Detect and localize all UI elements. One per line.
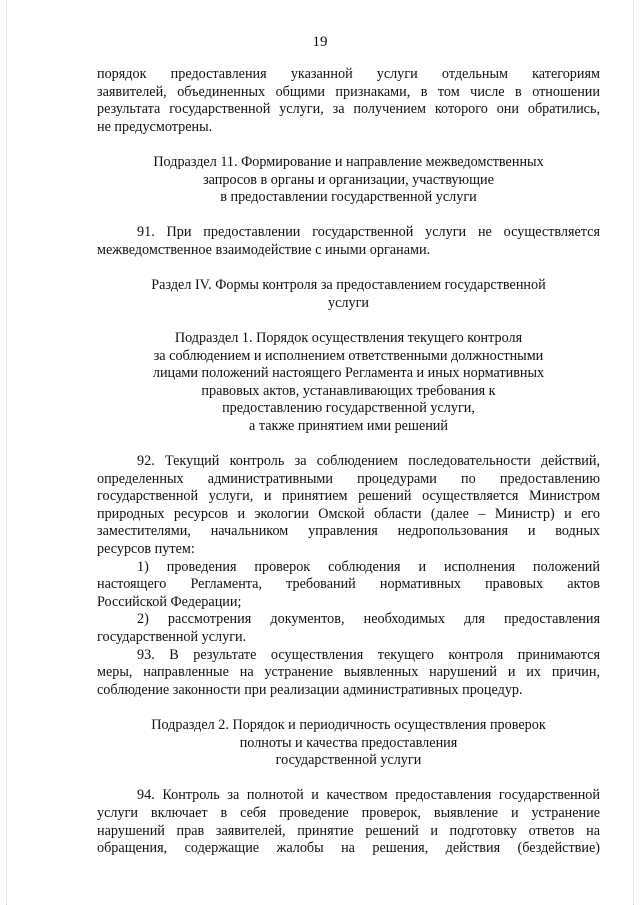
section-heading-line: полноты и качества предоставления bbox=[239, 734, 458, 751]
document-body bbox=[97, 66, 600, 858]
paragraph-line: 91. При предоставлении государственной услуги не осуществляется bbox=[137, 224, 600, 241]
section-heading-line: Раздел IV. Формы контроля за предоставлением государственной bbox=[151, 277, 546, 294]
paragraph-line: определенных административными процедурами по предоставлению bbox=[97, 470, 600, 487]
section-heading-line: а также принятием ими решений bbox=[249, 417, 448, 434]
paragraph-line: 94. Контроль за полнотой и качеством предоставления государственной bbox=[137, 787, 600, 804]
section-heading-line: Подраздел 11. Формирование и направление межведомственных bbox=[153, 153, 544, 170]
paragraph-line: заместителями, начальником управления недропользования и водных bbox=[97, 523, 600, 540]
section-heading-line: услуги bbox=[328, 294, 369, 311]
paragraph-line: государственной услуги, и принятием решений осуществляется Министром bbox=[97, 488, 600, 505]
paragraph-line: государственной услуги. bbox=[97, 629, 247, 645]
blank-line bbox=[97, 312, 600, 330]
scan-edge-left bbox=[6, 0, 7, 905]
section-heading-line: запросов в органы и организации, участвующие bbox=[203, 171, 494, 188]
paragraph-line: меры, направленные на устранение выявленных нарушений и их причин, bbox=[97, 664, 600, 681]
paragraph-line: услуги включает в себя проведение проверок, выявление и устранение bbox=[97, 804, 600, 821]
paragraph-line: порядок предоставления указанной услуги отдельным категориям bbox=[97, 66, 600, 82]
paragraph-line: настоящего Регламента, требований нормативных правовых актов bbox=[97, 576, 600, 593]
section-heading-line: в предоставлении государственной услуги bbox=[220, 189, 477, 206]
blank-line bbox=[97, 435, 600, 453]
blank-line bbox=[97, 207, 600, 225]
paragraph-line: природных ресурсов и экологии Омской области (далее – Министр) и его bbox=[97, 505, 600, 522]
section-heading-line: лицами положений настоящего Регламента и иных нормативных bbox=[152, 365, 545, 382]
scan-edge-right bbox=[633, 0, 634, 905]
paragraph-line: соблюдение законности при реализации административных процедур. bbox=[97, 681, 523, 698]
section-heading-line: Подраздел 2. Порядок и периодичность осуществления проверок bbox=[151, 716, 546, 733]
section-heading-line: за соблюдением и исполнением ответственными должностными bbox=[153, 347, 544, 364]
blank-line bbox=[97, 770, 600, 788]
section-heading-line: Подраздел 1. Порядок осуществления текущего контроля bbox=[174, 329, 523, 346]
paragraph-line: Российской Федерации; bbox=[97, 593, 242, 610]
paragraph-line: 93. В результате осуществления текущего контроля принимаются bbox=[137, 646, 600, 663]
paragraph-line: межведомственное взаимодействие с иными органами. bbox=[97, 241, 431, 258]
paragraph-line: 1) проведения проверок соблюдения и исполнения положений bbox=[137, 558, 600, 575]
section-heading-line: правовых актов, устанавливающих требования к bbox=[201, 382, 496, 399]
blank-line bbox=[97, 136, 600, 154]
paragraph-line: заявителей, объединенных общими признаками, в том числе в отношении bbox=[97, 83, 600, 100]
paragraph-line: не предусмотрены. bbox=[97, 118, 213, 135]
page-number: 19 bbox=[312, 34, 328, 50]
paragraph-line: 92. Текущий контроль за соблюдением последовательности действий, bbox=[137, 453, 600, 470]
paragraph-line: результата государственной услуги, за получением которого они обратились, bbox=[97, 101, 600, 118]
section-heading-line: предоставлению государственной услуги, bbox=[222, 400, 475, 417]
paragraph-line: обращения, содержащие жалобы на решения, действия (бездействие) bbox=[97, 840, 600, 857]
section-heading-line: государственной услуги bbox=[275, 752, 422, 769]
paragraph-line: ресурсов путем: bbox=[97, 541, 195, 558]
blank-line bbox=[97, 699, 600, 717]
paragraph-line: 2) рассмотрения документов, необходимых для предоставления bbox=[137, 611, 600, 628]
paragraph-line: нарушений прав заявителей, принятие решений и подготовку ответов на bbox=[97, 822, 600, 839]
blank-line bbox=[97, 260, 600, 278]
